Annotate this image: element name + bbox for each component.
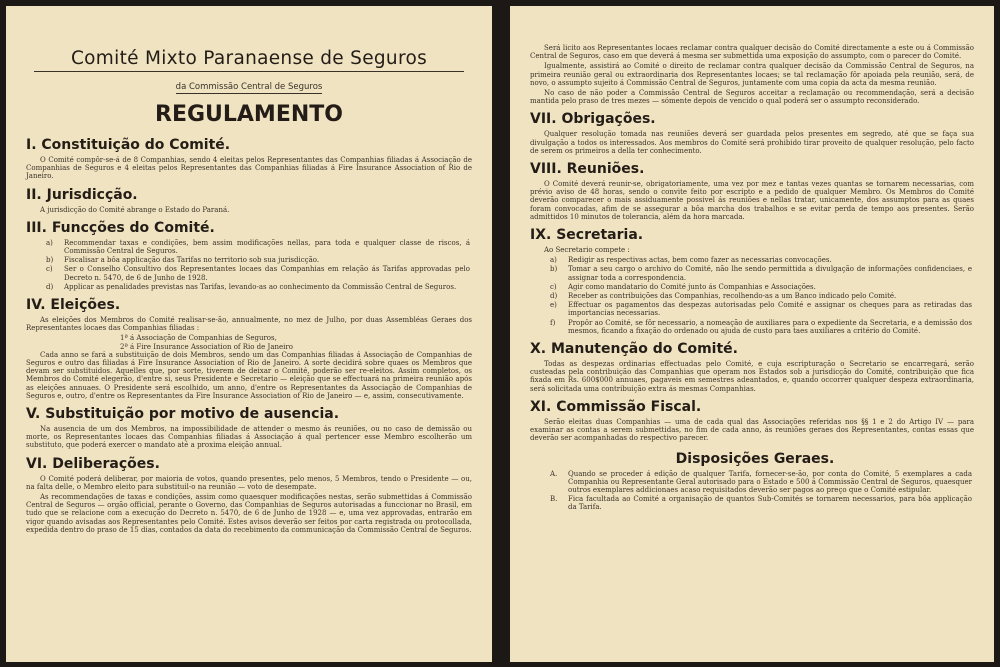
item-text: Applicar as penalidades previstas nas Tarifas, levando-as ao conhecimento da Commissão Central de Seguros. [64, 282, 457, 291]
section-4-sub-2: 2ª á Fire Insurance Association of Rio de Janeiro [120, 342, 293, 351]
subtitle-text: da Commissão Central de Seguros [175, 82, 323, 92]
section-7-title: VII. Obrigações. [530, 111, 656, 128]
right-page [510, 6, 994, 662]
item-label: e) [550, 301, 557, 310]
list-item [550, 292, 972, 300]
item-label: d) [550, 292, 558, 301]
section-11-text: Serão eleitas duas Companhias — uma de cada qual das Associações referidas nos §§ 1 e 2 do Artigo IV — para examinar as contas a serem submettidas, no fim de cada anno, ás reuniões geraes dos Representantes, contas essas que deverão ser acompanhadas do respectivo parecer. [530, 417, 974, 443]
title-rule [34, 71, 464, 72]
disposicoes-geraes-title: Disposições Geraes. [675, 450, 835, 467]
item-text: Redigir as respectivas actas, bem como fazer as necessarias convocações. [568, 256, 832, 265]
list-item [550, 265, 972, 281]
section-4-sub-1: 1ª á Associação de Companhias de Seguros, [120, 334, 277, 343]
item-text: Fica facultada ao Comité a organisação de quantos Sub-Comités se tornarem necessarios, para bôa applicação da Tarifa. [568, 495, 972, 512]
section-4-text-2: Cada anno se fará a substituição de dois Membros, sendo um das Companhias filiadas á Associação de Companhias de Seguros e outro das filiadas á Fire Insurance Association of Rio de Janeiro. A sorte decidirá sobre quaes os Membros que devam ser substituidos. Aquelles que, por sorte, tiverem de deixar o Comité, poderão ser re-eleitos. Assim completos, os Membros do Comité elegerão, d'entre si, seus Presidente e Secretario — eleição que se effectuará na primeira reunião após as eleições annuaes. O Presidente será escolhido, um anno, d'entre os Representantes da Associação de Companhias de Seguros e, outro, d'entre os Representantes da Fire Insurance Association of Rio de Janeiro — e, assim, consecutivamente. [26, 350, 472, 400]
section-8-text: O Comité deverá reunir-se, obrigatoriamente, uma vez por mez e tantas vezes quantas se tornarem necessarias, com prévio aviso de 48 horas, sendo o convite feito por escripto e a pedido de qualquer Membro. Os Membros do Comité deverão comparecer o mais assiduamente possivel ás reuniões e nellas tratar, unicamente, dos assumptos para as quaes foram convocadas, afim de se assegurar a bôa marcha dos trabalhos e se evitar perda de tempo aos presentes. Serão admittidos 10 minutos de tolerancia, além da hora marcada. [530, 180, 974, 221]
list-item [550, 256, 972, 264]
list-item [550, 495, 972, 511]
item-text: Quando se proceder á edição de qualquer Tarifa, fornecer-se-ão, por conta do Comité, 5 exemplares a cada Companhia ou Representante Geral autorisado para o Estado e 500 á Commissão Central de Seguros, quaesquer outros exemplares addicionaes acaso requisitados deverão ser pagos ao preço que o Comité estipular. [568, 469, 972, 494]
section-4-text-1: As eleições dos Membros do Comité realisar-se-ão, annualmente, no mez de Julho, por duas Assembléas Geraes dos Representantes locaes das Companhias filiadas : [26, 316, 472, 333]
section-1-text: O Comité compôr-se-á de 8 Companhias, sendo 4 eleitas pelos Representantes das Companhias filiadas á Associação de Companhias de Seguros e 4 eleitas pelos Representantes das Companhias filiadas á Fire Insurance Association of Rio de Janeiro. [26, 156, 472, 181]
list-item [550, 283, 972, 291]
item-label: b) [46, 256, 54, 265]
list-item [550, 470, 972, 495]
regulamento-heading: REGULAMENTO [155, 102, 343, 127]
item-text: Propôr ao Comité, se fôr necessario, a nomeação de auxiliares para o expediente da Secretaria, e a demissão dos mesmos, ficando a fixação do ordenado ou ajuda de custo para taes auxiliares a critério do Comité. [568, 318, 972, 335]
list-item [550, 301, 972, 317]
section-6-text-1: O Comité poderá deliberar, por maioria de votos, quando presentes, pelo menos, 5 Membros, tendo o Presidente — ou, na falta delle, o Membro eleito para substituil-o na reunião — voto de desempate. [26, 474, 472, 491]
item-label: f) [550, 318, 556, 327]
section-1-title: I. Constituição do Comité. [26, 137, 231, 153]
item-label: b) [550, 265, 558, 274]
document-title: Comité Mixto Paranaense de Seguros [70, 48, 428, 69]
list-item [46, 256, 470, 264]
intro-text-2: Igualmente, assistirá ao Comité o direito de reclamar contra qualquer decisão da Commissão Central de Seguros, na primeira reunião geral ou extraordinaria dos Representantes locaes; se tal reclamação fôr apoiada pela reunião, será, de novo, o assumpto sujeito á Commissão Central de Seguros, juntamente com uma copia da acta da mesma reunião. [530, 62, 974, 87]
list-item [46, 265, 470, 281]
item-label: a) [550, 256, 557, 265]
section-10-title: X. Manutenção do Comité. [530, 341, 738, 358]
item-label: d) [46, 282, 54, 291]
item-text: Ser o Conselho Consultivo dos Representantes locaes das Companhias em relação ás Tarifas approvadas pelo Decreto n. 5470, de 6 de Junho de 1928. [64, 265, 470, 282]
list-item [46, 283, 470, 291]
item-text: Recommendar taxas e condições, bem assim modificações nellas, para toda e qualquer classe de riscos, á Commissão Central de Seguros. [64, 238, 470, 256]
section-7-text: Qualquer resolução tomada nas reuniões deverá ser guardada pelos presentes em segredo, até que se faça sua divulgação a todos os interessados. Aos membros do Comité será prohibido tirar proveito de qualquer resolução, pelo facto de serem os primeiros a della ter conhecimento. [530, 130, 974, 155]
section-10-text: Todas as despezas ordinarias effectuadas pelo Comité, e cuja escripturação o Secretario se encarregará, serão custeadas pela contribuição das Companhias que operam nos Estados sob a jurisdicção do Comité, contribuição que fica fixada em Rs. 600$000 annuaes, pagaveis em semestres adeantados, e, quando occorrer qualquer despeza extraordinaria, será solicitada uma contribuição extra ás mesmas Companhias. [530, 360, 974, 393]
section-11-title: XI. Commissão Fiscal. [530, 398, 702, 415]
item-label: B. [550, 495, 558, 504]
section-5-title: V. Substituição por motivo de ausencia. [26, 406, 340, 423]
section-9-title: IX. Secretaria. [530, 227, 644, 244]
list-item [550, 319, 972, 335]
section-6-title: VI. Deliberações. [26, 455, 160, 472]
section-5-text: Na ausencia de um dos Membros, na impossibilidade de attender o mesmo ás reuniões, ou no caso de demissão ou morte, os Representantes locaes das Companhias filiadas á Associação á qual pertencer esse Membro escolherão um substituto, que poderá exercer o mandato até a proxima eleição annual. [26, 425, 472, 450]
item-text: Fiscalisar a bôa applicação das Tarifas no territorio sob sua jurisdicção. [64, 256, 320, 265]
left-page [6, 6, 492, 662]
intro-text-3: No caso de não poder a Commissão Central de Seguros acceitar a reclamação ou recommendação, será a decisão mantida pelo praso de tres mezes — sómente depois de vencido o qual poderá ser o assumpto reconsiderado. [530, 89, 974, 106]
section-6-text-2: As recommendações de taxas e condições, assim como quaesquer modificações nestas, serão submettidas á Commissão Central de Seguros — orgão official, perante o Governo, das Companhias de Seguros autorisadas a funccionar no Brasil, em tudo que se relacione com a execução do Decreto n. 5470, de 6 de Junho de 1928 — e, uma vez approvadas, entrarão em vigor quando avisadas aos Representantes pelo Comité. Estes avisos deverão ser feitos por carta registrada ou protocollada, expedida dentro do praso de 15 dias, contados da data do recebimento da communicação da Commissão Central de Seguros. [26, 493, 472, 534]
section-8-title: VIII. Reuniões. [530, 161, 645, 178]
intro-text-1: Será licito aos Representantes locaes reclamar contra qualquer decisão do Comité directamente a este ou á Commissão Central de Seguros, caso em que deverá á mesma ser submettida uma exposição do assumpto, com o parecer do Comité. [530, 44, 974, 61]
item-text: Tomar a seu cargo o archivo do Comité, não lhe sendo permittida a divulgação de informações confidenciaes, e assignar toda a correspondencia. [568, 265, 972, 282]
item-label: c) [550, 282, 557, 291]
section-3-title: III. Funcções do Comité. [26, 219, 215, 236]
item-label: A. [550, 469, 558, 478]
section-2-text: A jurisdicção do Comité abrange o Estado do Paraná. [40, 205, 230, 214]
item-text: Agir como mandatario do Comité junto ás Companhias e Associações. [568, 282, 816, 291]
list-item [46, 239, 470, 255]
section-9-intro: Ao Secretario compete : [544, 246, 630, 255]
item-text: Effectuar os pagamentos das despezas autorisadas pelo Comité e assignar os cheques para as retiradas das importancias necessarias. [568, 301, 972, 318]
item-label: a) [46, 238, 53, 247]
section-4-title: IV. Eleições. [26, 297, 121, 314]
document-subtitle [20, 82, 478, 92]
section-2-title: II. Jurisdicção. [26, 186, 138, 203]
item-text: Receber as contribuições das Companhias, recolhendo-as a um Banco indicado pelo Comité. [568, 292, 897, 301]
item-label: c) [46, 265, 53, 274]
